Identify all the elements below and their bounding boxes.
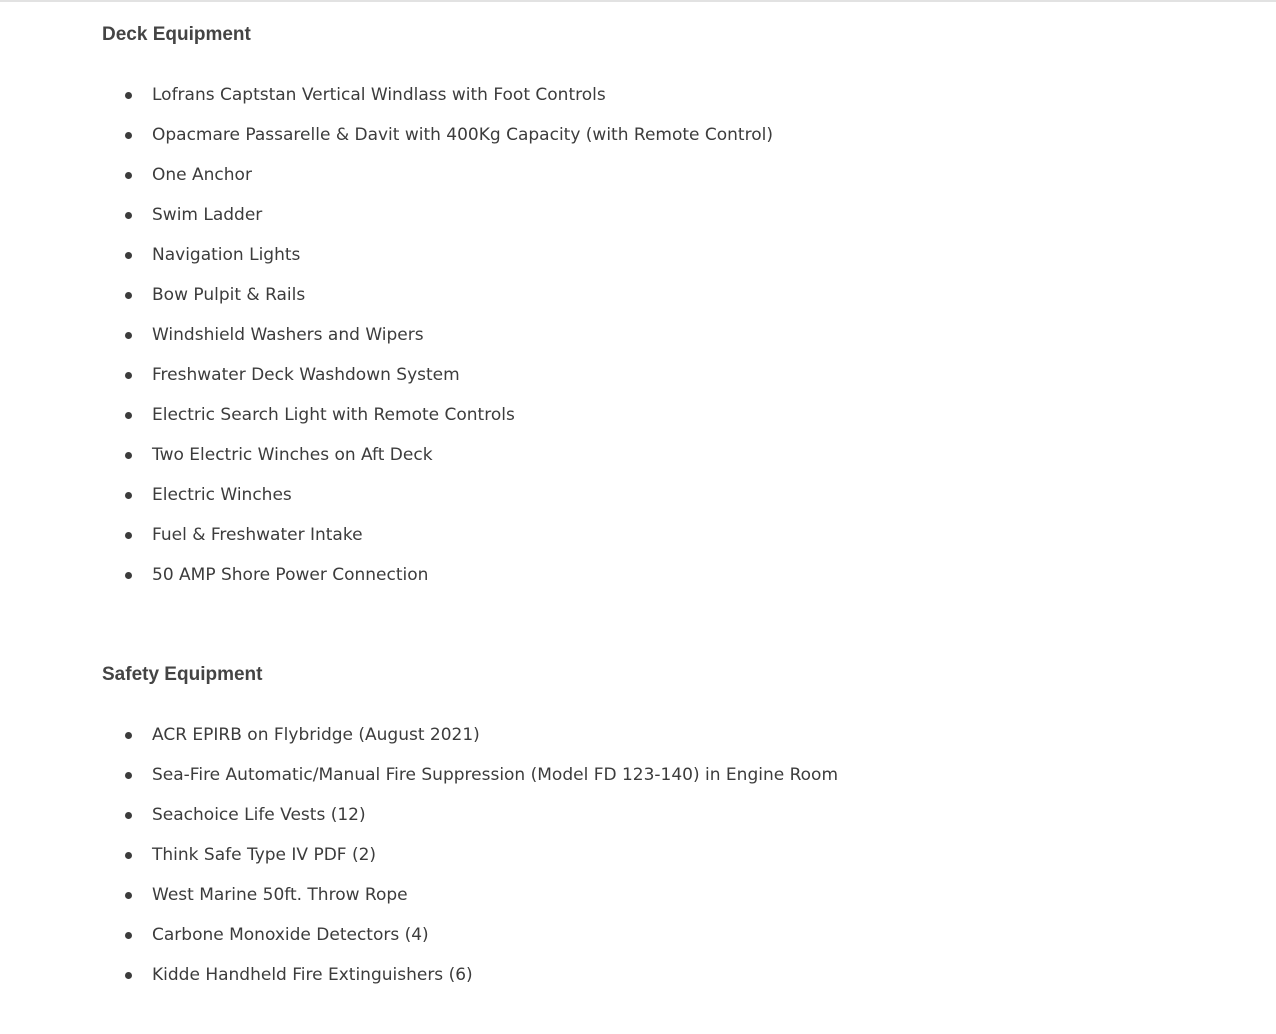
list-item-text: Navigation Lights	[152, 245, 301, 265]
list-item-text: Bow Pulpit & Rails	[152, 285, 306, 305]
list-item	[102, 441, 773, 481]
list-item-text: One Anchor	[152, 165, 252, 185]
list-item-text: Two Electric Winches on Aft Deck	[152, 445, 433, 465]
list-item-text: Think Safe Type IV PDF (2)	[152, 845, 377, 865]
list-item	[102, 201, 773, 241]
bullet-icon	[125, 372, 132, 379]
bullet-icon	[125, 772, 132, 779]
deck-equipment-section	[102, 22, 1202, 585]
deck-equipment-list	[102, 81, 773, 601]
list-item	[102, 921, 838, 961]
list-item	[102, 561, 773, 601]
bullet-icon	[125, 172, 132, 179]
list-item	[102, 841, 838, 881]
bullet-icon	[125, 212, 132, 219]
bullet-icon	[125, 132, 132, 139]
bullet-icon	[125, 972, 132, 979]
list-item	[102, 161, 773, 201]
list-item	[102, 361, 773, 401]
section-heading: Safety Equipment	[102, 664, 263, 685]
list-item-text: Electric Winches	[152, 485, 292, 505]
list-item	[102, 481, 773, 521]
bullet-icon	[125, 812, 132, 819]
list-item	[102, 281, 773, 321]
list-item	[102, 721, 838, 761]
bullet-icon	[125, 532, 132, 539]
list-item	[102, 881, 838, 921]
list-item	[102, 761, 838, 801]
bullet-icon	[125, 892, 132, 899]
list-item-text: Kidde Handheld Fire Extinguishers (6)	[152, 965, 473, 985]
list-item-text: Freshwater Deck Washdown System	[152, 365, 460, 385]
bullet-icon	[125, 332, 132, 339]
bullet-icon	[125, 732, 132, 739]
top-divider	[0, 0, 1276, 2]
bullet-icon	[125, 412, 132, 419]
list-item-text: 50 AMP Shore Power Connection	[152, 565, 429, 585]
list-item-text: ACR EPIRB on Flybridge (August 2021)	[152, 725, 480, 745]
list-item	[102, 521, 773, 561]
list-item-text: Electric Search Light with Remote Controls	[152, 405, 515, 425]
list-item-text: Swim Ladder	[152, 205, 263, 225]
safety-equipment-list	[102, 721, 838, 1001]
list-item	[102, 401, 773, 441]
section-heading: Deck Equipment	[102, 24, 251, 45]
bullet-icon	[125, 492, 132, 499]
bullet-icon	[125, 452, 132, 459]
bullet-icon	[125, 292, 132, 299]
list-item	[102, 961, 838, 1001]
list-item-text: West Marine 50ft. Throw Rope	[152, 885, 408, 905]
list-item-text: Windshield Washers and Wipers	[152, 325, 424, 345]
list-item	[102, 121, 773, 161]
bullet-icon	[125, 92, 132, 99]
list-item-text: Fuel & Freshwater Intake	[152, 525, 363, 545]
bullet-icon	[125, 252, 132, 259]
list-item	[102, 801, 838, 841]
bullet-icon	[125, 572, 132, 579]
list-item	[102, 321, 773, 361]
list-item	[102, 241, 773, 281]
list-item-text: Seachoice Life Vests (12)	[152, 805, 366, 825]
list-item-text: Carbone Monoxide Detectors (4)	[152, 925, 429, 945]
list-item-text: Opacmare Passarelle & Davit with 400Kg Capacity (with Remote Control)	[152, 125, 773, 145]
bullet-icon	[125, 852, 132, 859]
safety-equipment-section	[102, 662, 1202, 985]
list-item-text: Sea-Fire Automatic/Manual Fire Suppression (Model FD 123-140) in Engine Room	[152, 765, 839, 785]
list-item-text: Lofrans Captstan Vertical Windlass with Foot Controls	[152, 85, 606, 105]
list-item	[102, 81, 773, 121]
bullet-icon	[125, 932, 132, 939]
